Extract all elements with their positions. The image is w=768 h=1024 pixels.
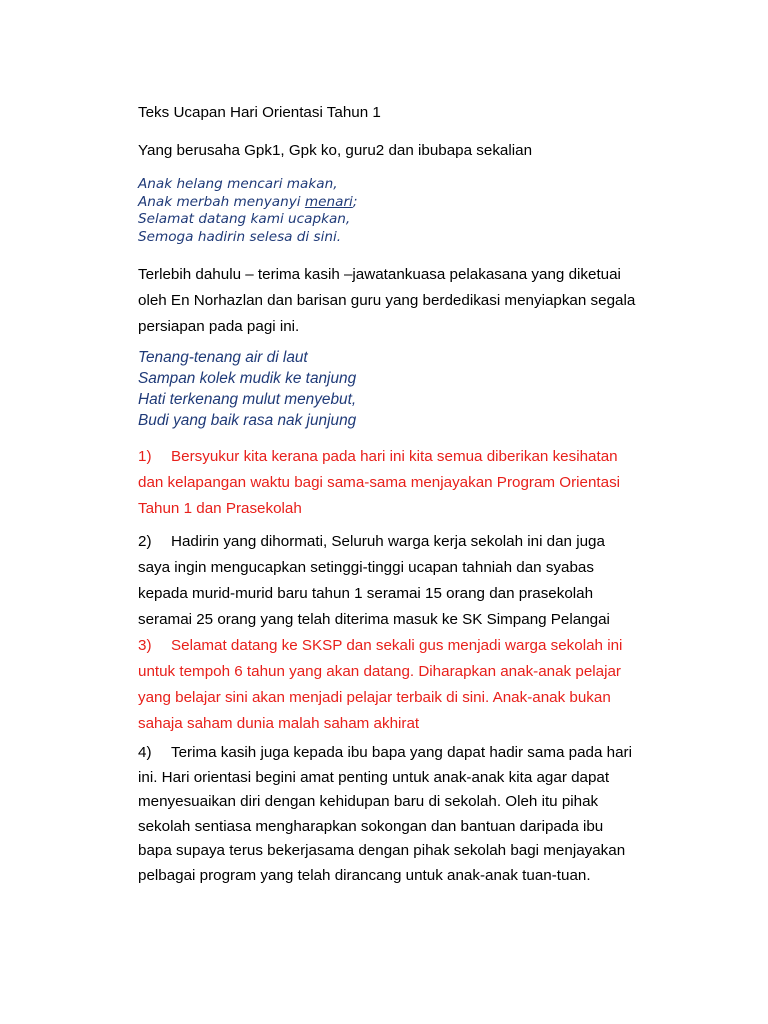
point-2-paragraph bbox=[138, 529, 678, 633]
paragraph-line-text: Selamat datang ke SKSP dan sekali gus menjadi warga sekolah ini bbox=[171, 637, 623, 654]
paragraph-line: Tahun 1 dan Prasekolah bbox=[138, 500, 302, 517]
paragraph-line: persiapan pada pagi ini. bbox=[138, 318, 300, 335]
paragraph-line: sahaja saham dunia malah saham akhirat bbox=[138, 715, 420, 732]
greeting-line: Yang berusaha Gpk1, Gpk ko, guru2 dan ibubapa sekalian bbox=[138, 142, 533, 159]
paragraph-line: Terlebih dahulu – terima kasih –jawatankuasa pelakasana yang diketuai bbox=[138, 266, 621, 283]
paragraph-line bbox=[138, 529, 678, 555]
pantun-line: Sampan kolek mudik ke tanjung bbox=[138, 370, 357, 387]
paragraph-line: ini. Hari orientasi begini amat penting untuk anak-anak kita agar dapat bbox=[138, 768, 610, 786]
point-number: 1) bbox=[138, 448, 152, 465]
pantun-line: Budi yang baik rasa nak junjung bbox=[138, 412, 357, 429]
paragraph-line bbox=[138, 741, 678, 766]
paragraph-line: kepada murid-murid baru tahun 1 seramai 15 orang dan prasekolah bbox=[138, 585, 594, 602]
underlined-word: menari bbox=[304, 193, 353, 210]
paragraph-line: untuk tempoh 6 tahun yang akan datang. Diharapkan anak-anak pelajar bbox=[138, 663, 621, 680]
paragraph-line-text: Terima kasih juga kepada ibu bapa yang dapat hadir sama pada hari bbox=[171, 744, 632, 761]
paragraph-line: oleh En Norhazlan dan barisan guru yang berdedikasi menyiapkan segala bbox=[138, 292, 636, 309]
point-1-paragraph bbox=[138, 444, 678, 522]
point-number: 3) bbox=[138, 637, 152, 654]
paragraph-line: saya ingin mengucapkan setinggi-tinggi ucapan tahniah dan syabas bbox=[138, 559, 594, 576]
pantun-line bbox=[138, 194, 357, 212]
paragraph-line-text: Bersyukur kita kerana pada hari ini kita semua diberikan kesihatan bbox=[171, 448, 618, 465]
pantun-line: Hati terkenang mulut menyebut, bbox=[138, 391, 357, 408]
pantun-line: Tenang-tenang air di laut bbox=[138, 349, 308, 366]
paragraph-line: seramai 25 orang yang telah diterima masuk ke SK Simpang Pelangai bbox=[138, 611, 610, 628]
paragraph-line bbox=[138, 633, 678, 659]
paragraph-line-text: Hadirin yang dihormati, Seluruh warga kerja sekolah ini dan juga bbox=[171, 533, 605, 550]
paragraph-line: dan kelapangan waktu bagi sama-sama menjayakan Program Orientasi bbox=[138, 474, 621, 491]
pantun-line: Selamat datang kami ucapkan, bbox=[138, 211, 351, 227]
pantun-line-text: Anak merbah menyanyi bbox=[138, 193, 305, 210]
point-number: 2) bbox=[138, 533, 152, 550]
pantun-line: Anak helang mencari makan, bbox=[138, 176, 338, 192]
pantun-welcome bbox=[138, 176, 357, 246]
pantun-gratitude bbox=[138, 347, 356, 431]
intro-paragraph bbox=[138, 262, 678, 340]
paragraph-line: yang belajar sini akan menjadi pelajar terbaik di sini. Anak-anak bukan bbox=[138, 689, 611, 706]
paragraph-line: pelbagai program yang telah dirancang untuk anak-anak tuan-tuan. bbox=[138, 866, 591, 884]
paragraph-line: sekolah sentiasa mengharapkan sokongan dan bantuan daripada ibu bbox=[138, 817, 604, 835]
point-number: 4) bbox=[138, 744, 152, 761]
point-4-paragraph bbox=[138, 741, 678, 888]
paragraph-line bbox=[138, 444, 678, 470]
punctuation: ; bbox=[352, 193, 358, 210]
point-3-paragraph bbox=[138, 633, 678, 737]
pantun-line: Semoga hadirin selesa di sini. bbox=[138, 228, 342, 245]
paragraph-line: menyesuaikan diri dengan kehidupan baru di sekolah. Oleh itu pihak bbox=[138, 793, 599, 810]
paragraph-line: bapa supaya terus bekerjasama dengan pihak sekolah bagi menjayakan bbox=[138, 842, 626, 859]
document-title: Teks Ucapan Hari Orientasi Tahun 1 bbox=[138, 104, 381, 121]
